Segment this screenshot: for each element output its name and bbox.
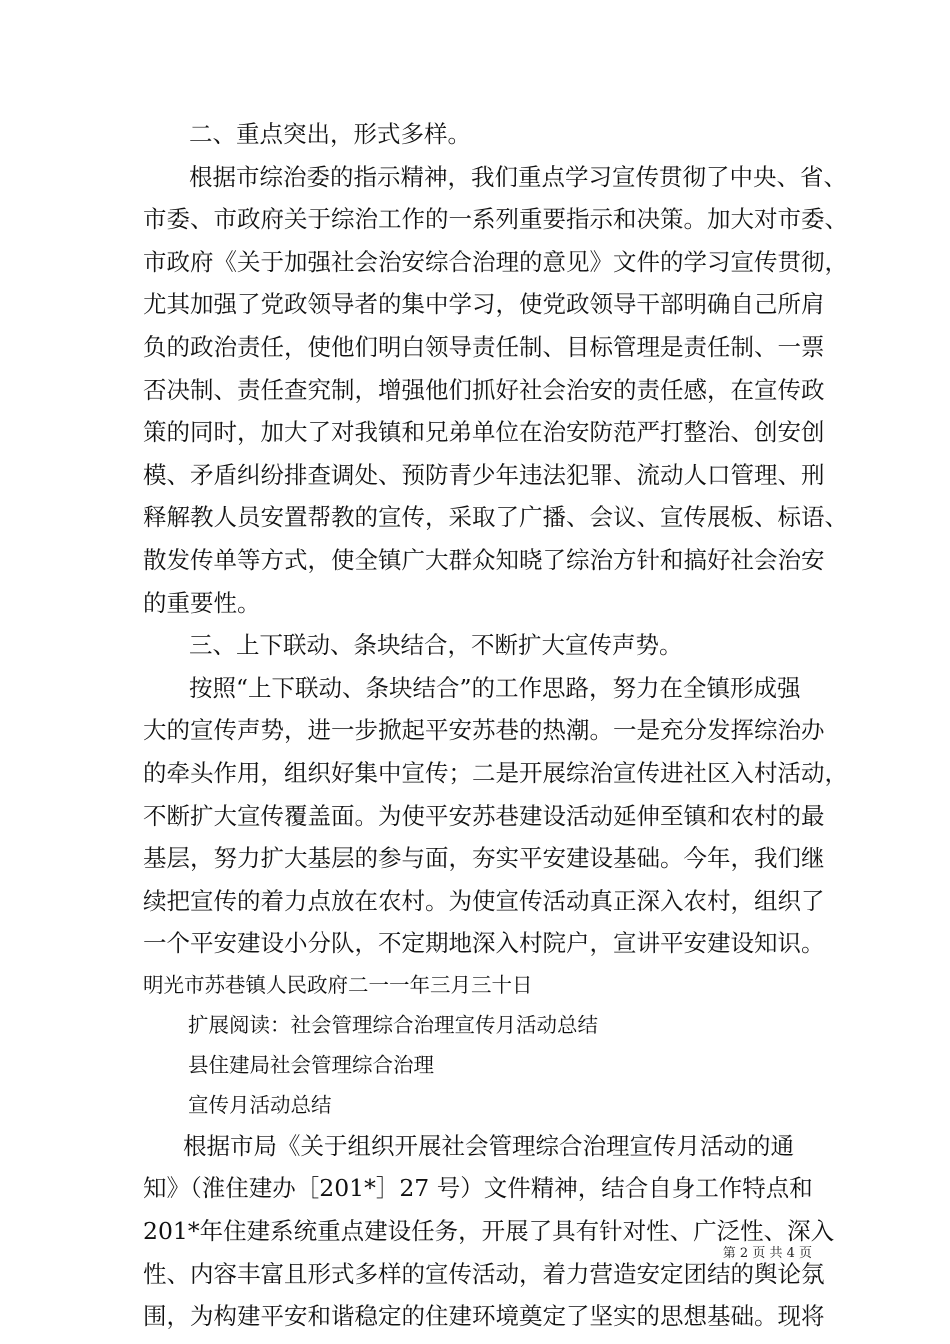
paragraph-line: 市委、市政府关于综治工作的一系列重要指示和决策。加大对市委、	[143, 205, 848, 234]
paragraph-line: 市政府《关于加强社会治安综合治理的意见》文件的学习宣传贯彻，	[143, 247, 848, 276]
paragraph-line: 围，为构建平安和谐稳定的住建环境奠定了坚实的思想基础。现将	[143, 1302, 825, 1331]
paragraph-line: 策的同时，加大了对我镇和兄弟单位在治安防范严打整治、创安创	[143, 418, 825, 447]
paragraph-line: 按照“上下联动、条块结合”的工作思路，努力在全镇形成强	[189, 673, 801, 702]
paragraph-line: 负的政治责任，使他们明白领导责任制、目标管理是责任制、一票	[143, 332, 825, 361]
paragraph-line: 释解教人员安置帮教的宣传，采取了广播、会议、宣传展板、标语、	[143, 503, 848, 532]
section-heading-3: 三、上下联动、条块结合，不断扩大宣传声势。	[189, 631, 683, 660]
paragraph-line: 性、内容丰富且形式多样的宣传活动，着力营造安定团结的舆论氛	[143, 1259, 825, 1288]
signature-line: 明光市苏巷镇人民政府二一一年三月三十日	[143, 972, 533, 997]
paragraph-line: 否决制、责任查究制，增强他们抓好社会治安的责任感，在宣传政	[143, 375, 825, 404]
paragraph-line: 知》（淮住建办［201*］27 号）文件精神，结合自身工作特点和	[143, 1174, 813, 1203]
paragraph-line: 一个平安建设小分队，不定期地深入村院户，宣讲平安建设知识。	[143, 929, 825, 958]
paragraph-line: 根据市综治委的指示精神，我们重点学习宣传贯彻了中央、省、	[189, 162, 847, 191]
paragraph-line: 的重要性。	[143, 588, 261, 617]
section-heading-2: 二、重点突出，形式多样。	[189, 120, 471, 148]
paragraph-line: 的牵头作用，组织好集中宣传；二是开展综治宣传进社区入村活动，	[143, 758, 848, 787]
document-body	[143, 113, 848, 1338]
paragraph-line: 大的宣传声势，进一步掀起平安苏巷的热潮。一是充分发挥综治办	[143, 716, 825, 745]
paragraph-line: 散发传单等方式，使全镇广大群众知晓了综治方针和搞好社会治安	[143, 545, 825, 574]
paragraph-line: 续把宣传的着力点放在农村。为使宣传活动真正深入农村，组织了	[143, 886, 825, 915]
paragraph-line: 尤其加强了党政领导者的集中学习，使党政领导干部明确自己所肩	[143, 290, 825, 319]
paragraph-line: 模、矛盾纠纷排查调处、预防青少年违法犯罪、流动人口管理、刑	[143, 460, 825, 489]
sub-title: 宣传月活动总结	[188, 1092, 332, 1117]
page-number: 第 2 页 共 4 页	[722, 1246, 812, 1261]
paragraph-line: 201*年住建系统重点建设任务，开展了具有针对性、广泛性、深入	[143, 1217, 835, 1246]
paragraph-line: 不断扩大宣传覆盖面。为使平安苏巷建设活动延伸至镇和农村的最	[143, 801, 825, 830]
sub-title: 县住建局社会管理综合治理	[188, 1052, 434, 1077]
paragraph-line: 基层，努力扩大基层的参与面，夯实平安建设基础。今年，我们继	[143, 844, 825, 873]
paragraph-line: 根据市局《关于组织开展社会管理综合治理宣传月活动的通	[183, 1131, 794, 1160]
extended-reading-label: 扩展阅读：社会管理综合治理宣传月活动总结	[188, 1012, 598, 1037]
